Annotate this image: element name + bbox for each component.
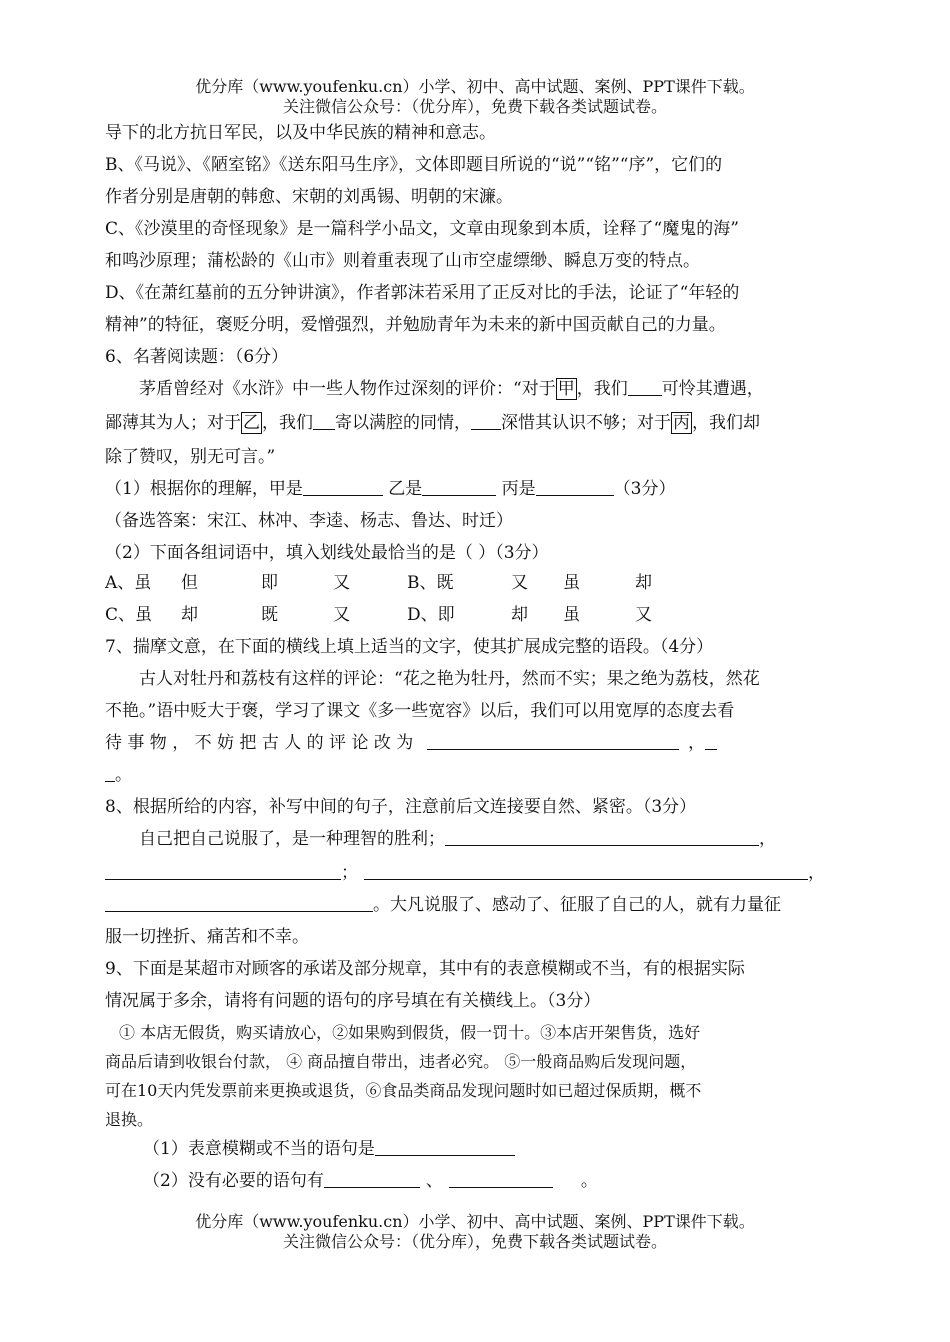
option-b-word: 又: [511, 573, 528, 593]
option-d-word: 又: [635, 605, 652, 625]
option-a[interactable]: A、虽: [105, 573, 152, 593]
option-c-word: 又: [333, 605, 350, 625]
option-b[interactable]: B、既: [407, 573, 454, 593]
q8-line4: 服一切挫折、痛苦和不幸。: [105, 927, 309, 947]
option-d-word: 却: [511, 605, 528, 625]
q6-text: 茅盾曾经对《水浒》中一些人物作过深刻的评价：“对于: [139, 379, 556, 399]
q9-sub1-label: （1）表意模糊或不当的语句是: [143, 1139, 375, 1159]
page-footer: [0, 1212, 950, 1252]
q7-period: 。: [115, 765, 132, 785]
q8-line3-text: 。大凡说服了、感动了、征服了自己的人，就有力量征: [373, 895, 781, 915]
q8-semicolon: ；: [341, 863, 358, 883]
q7-title: 7、揣摩文意，在下面的横线上填上适当的文字，使其扩展成完整的语段。（4分）: [105, 637, 714, 657]
q6-blank[interactable]: [471, 411, 501, 430]
q9-sub2: [105, 1166, 878, 1197]
q9-sub2-label: （2）没有必要的语句有: [143, 1171, 324, 1191]
option-c-word: 却: [181, 605, 198, 625]
q5-option-b-line2: 作者分别是唐朝的韩愈、宋朝的刘禹锡、明朝的宋濂。: [105, 187, 513, 207]
q6-passage-line3: 除了赞叹，别无可言。”: [105, 447, 276, 467]
q8-answer-blank-1[interactable]: [445, 827, 759, 846]
option-b-word: 却: [635, 573, 652, 593]
q7-line2: 不艳。”语中贬大于褒，学习了课文《多一些宽容》以后，我们可以用宽厚的态度去看: [105, 701, 735, 721]
q8-title: 8、根据所给的内容，补写中间的句子，注意前后文连接要自然、紧密。（3分）: [105, 797, 697, 817]
q6-box-jia: 甲: [557, 379, 575, 399]
q6-passage-line2: [105, 408, 840, 439]
q8-line3: [105, 890, 840, 921]
q6-sub1-label: 丙是: [496, 479, 536, 499]
q9-title-line1: 9、下面是某超市对顾客的承诺及部分规章，其中有的表意模糊或不当，有的根据实际: [105, 959, 745, 979]
q6-sub1-score: （3分）: [613, 479, 676, 499]
q7-answer-blank[interactable]: [427, 731, 679, 750]
q5-option-c-line1: C、《沙漠里的奇怪现象》是一篇科学小品文，文章由现象到本质，诠释了“魔鬼的海”: [105, 219, 739, 239]
q6-title: 6、名著阅读题：（6分）: [105, 347, 289, 367]
option-a-word: 又: [333, 573, 350, 593]
q9-answer-blank-1[interactable]: [375, 1137, 515, 1156]
q6-box-bing: 丙: [673, 413, 690, 433]
option-c[interactable]: C、虽: [105, 605, 153, 625]
q7-line3: [105, 728, 840, 759]
q6-sub1-label: 乙是: [382, 479, 423, 499]
option-d[interactable]: D、即: [407, 605, 455, 625]
answer-blank-jia[interactable]: [303, 477, 383, 496]
q6-box-yi: 乙: [243, 413, 260, 433]
q9-title-line2: 情况属于多余，请将有问题的语句的序号填在有关横线上。（3分）: [105, 991, 601, 1011]
header-line-1: 优分库（www.youfenku.cn）小学、初中、高中试题、案例、PPT课件下载。: [195, 77, 755, 96]
q8-line2: [105, 858, 840, 889]
q6-options-row1: [105, 568, 652, 599]
q5-continuation: 导下的北方抗日军民，以及中华民族的精神和意志。: [105, 123, 496, 143]
q8-answer-blank-4[interactable]: [105, 893, 373, 912]
q9-rules-line1: ① 本店无假货，购买请放心，②如果购到假货，假一罚十。③本店开架售货，选好: [119, 1023, 701, 1042]
q7-line3-text: 待 事 物 ， 不 妨 把 古 人 的 评 论 改 为: [105, 733, 414, 753]
option-b-word: 虽: [563, 573, 580, 593]
footer-line-1: 优分库（www.youfenku.cn）小学、初中、高中试题、案例、PPT课件下载。: [195, 1212, 755, 1231]
q7-answer-blank-cont[interactable]: [105, 763, 115, 782]
q6-text: ，我们: [262, 413, 313, 433]
q8-comma: ，: [808, 863, 825, 883]
q9-rules-line3: 可在10天内凭发票前来更换或退货，⑥食品类商品发现问题时如已超过保质期，概不: [105, 1081, 702, 1100]
q9-answer-blank-2[interactable]: [324, 1169, 420, 1188]
q6-blank[interactable]: [628, 377, 662, 396]
option-a-word: 但: [181, 573, 198, 593]
q5-option-c-line2: 和鸣沙原理；蒲松龄的《山市》则着重表现了山市空虚缥缈、瞬息万变的特点。: [105, 251, 700, 271]
q6-candidates: （备选答案：宋江、林冲、李逵、杨志、鲁达、时迁）: [105, 511, 513, 531]
q6-options-row2: [105, 600, 652, 631]
q5-option-d-line2: 精神”的特征，褒贬分明，爱憎强烈，并勉励青年为未来的新中国贡献自己的力量。: [105, 315, 726, 335]
q6-text: ，我们: [576, 379, 628, 399]
q7-comma: ，: [688, 733, 706, 753]
q6-text: 鄙薄其为人；对于: [105, 413, 241, 433]
page-header: [0, 77, 950, 117]
option-d-word: 虽: [563, 605, 580, 625]
option-c-word: 既: [261, 605, 278, 625]
q6-blank[interactable]: [313, 411, 335, 430]
q8-answer-blank-3[interactable]: [364, 861, 808, 880]
q7-line1: 古人对牡丹和荔枝有这样的评论：“花之艳为牡丹，然而不实；果之绝为荔枝，然花: [139, 669, 760, 689]
answer-blank-yi[interactable]: [422, 477, 496, 496]
q9-rules-line2: 商品后请到收银台付款， ④ 商品擅自带出，违者必究。 ⑤一般商品购后发现问题，: [105, 1052, 697, 1071]
q6-text: 可怜其遭遇，: [661, 379, 764, 399]
q6-text: 深惜其认识不够；对于: [501, 413, 671, 433]
q9-sub1: [105, 1134, 878, 1165]
q7-line4: [105, 760, 840, 791]
q5-option-d-line1: D、《在萧红墓前的五分钟讲演》，作者郭沫若采用了正反对比的手法，论证了“年轻的: [105, 283, 740, 303]
q6-sub1-label: （1）根据你的理解，甲是: [105, 479, 303, 499]
q6-text: 寄以满腔的同情，: [335, 413, 471, 433]
q8-line1-text: 自己把自己说服了，是一种理智的胜利；: [139, 829, 445, 849]
q9-period: 。: [580, 1171, 598, 1191]
footer-line-2: 关注微信公众号：（优分库），免费下载各类试题试卷。: [282, 1232, 667, 1251]
q5-option-b-line1: B、《马说》、《陋室铭》《送东阳马生序》，文体即题目所说的“说”“铭”“序”，它们的: [105, 155, 723, 175]
q9-answer-blank-3[interactable]: [449, 1169, 553, 1188]
q6-text: ，我们却: [692, 413, 760, 433]
q8-line1: [105, 824, 874, 855]
q6-sub1: [105, 474, 840, 505]
q6-sub2: （2）下面各组词语中，填入划线处最恰当的是（ ）（3分）: [105, 543, 549, 563]
q6-passage-line1: [105, 374, 874, 405]
q8-answer-blank-2[interactable]: [105, 861, 341, 880]
q8-comma: ，: [759, 829, 776, 849]
option-a-word: 即: [261, 573, 278, 593]
q7-answer-blank-end[interactable]: [705, 731, 717, 750]
q9-rules-line4: 退换。: [105, 1110, 154, 1129]
q9-separator: 、: [425, 1171, 443, 1191]
header-line-2: 关注微信公众号：（优分库），免费下载各类试题试卷。: [282, 97, 667, 116]
answer-blank-bing[interactable]: [536, 477, 614, 496]
